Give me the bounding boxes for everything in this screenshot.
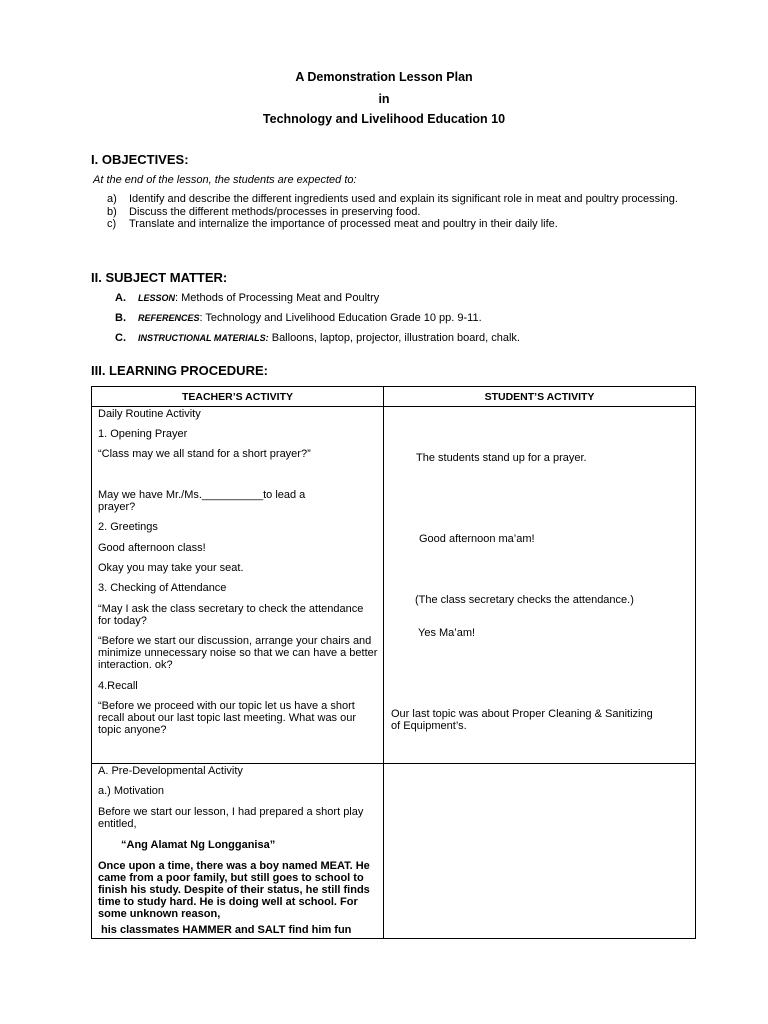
item-marker: A. — [115, 292, 126, 304]
objective-text: Translate and internalize the importance of processed meat and poultry in their daily life. — [129, 218, 558, 230]
teacher-column-header: TEACHER’S ACTIVITY — [92, 387, 384, 407]
student-response: The students stand up for a prayer. — [416, 452, 587, 464]
student-column-header: STUDENT’S ACTIVITY — [384, 387, 696, 407]
title-connector: in — [378, 92, 390, 106]
objective-item — [107, 219, 679, 231]
subject-lesson — [115, 292, 379, 304]
objective-marker: a) — [107, 193, 117, 205]
teacher-line: “Class may we all stand for a short prayer?” — [98, 448, 311, 460]
step-greetings: 2. Greetings — [98, 521, 158, 533]
teacher-cell — [92, 764, 384, 939]
student-response: (The class secretary checks the attendance.) — [415, 594, 634, 606]
objective-item — [107, 194, 679, 206]
objectives-list — [107, 194, 679, 232]
subject-materials — [115, 332, 520, 344]
teacher-line: “May I ask the class secretary to check the attendance for today? — [98, 603, 364, 627]
teacher-cell — [92, 407, 384, 764]
item-key: INSTRUCTIONAL MATERIALS: — [138, 333, 269, 343]
story-paragraph: his classmates HAMMER and SALT find him fun — [101, 924, 352, 936]
item-marker: B. — [115, 312, 126, 324]
step-attendance: 3. Checking of Attendance — [98, 582, 227, 594]
student-response: Yes Ma’am! — [418, 627, 476, 639]
subject-references — [115, 312, 482, 324]
student-response: Our last topic was about Proper Cleaning & Sanitizing of Equipment’s. — [391, 708, 653, 732]
student-cell — [384, 764, 696, 939]
teacher-line: Good afternoon class! — [98, 542, 206, 554]
teacher-line: Okay you may take your seat. — [98, 562, 244, 574]
objectives-heading: I. OBJECTIVES: — [91, 152, 189, 167]
teacher-line: “Before we start our discussion, arrange your chairs and minimize unnecessary noise so that we can have a better interaction. ok? — [98, 635, 378, 671]
activity-heading: A. Pre-Developmental Activity — [98, 765, 243, 777]
procedure-heading: III. LEARNING PROCEDURE: — [91, 363, 268, 378]
item-key: REFERENCES — [138, 313, 200, 323]
item-value: Balloons, laptop, projector, illustration board, chalk. — [268, 332, 520, 344]
objective-item — [107, 207, 679, 219]
objective-marker: c) — [107, 218, 117, 230]
objectives-intro: At the end of the lesson, the students are expected to: — [93, 174, 357, 186]
teacher-line: “Before we proceed with our topic let us have a short recall about our last topic last meeting. What was our topic anyone? — [98, 700, 357, 736]
teacher-line: Before we start our lesson, I had prepared a short play entitled, — [98, 806, 364, 830]
item-marker: C. — [115, 332, 126, 344]
procedure-table — [91, 386, 696, 939]
objective-marker: b) — [107, 205, 117, 218]
objective-text: Discuss the different methods/processes in preserving food. — [129, 205, 421, 218]
step-opening-prayer: 1. Opening Prayer — [98, 428, 188, 440]
student-response: Good afternoon ma’am! — [419, 533, 535, 545]
item-value: : Methods of Processing Meat and Poultry — [175, 292, 380, 304]
teacher-line: May we have Mr./Ms.__________to lead a prayer? — [98, 489, 306, 513]
subject-title: Technology and Livelihood Education 10 — [262, 112, 506, 126]
lesson-plan-title: A Demonstration Lesson Plan — [295, 70, 473, 84]
objective-text: Identify and describe the different ingredients used and explain its significant role in meat and poultry processing. — [129, 193, 678, 205]
table-row — [92, 407, 696, 764]
item-value: : Technology and Livelihood Education Grade 10 pp. 9-11. — [199, 312, 482, 324]
story-paragraph: Once upon a time, there was a boy named MEAT. He came from a poor family, but still goes to school to finish his study. Despite of their status, he still finds time to study hard. He is doing well at school. For some unknown reason, — [98, 860, 370, 920]
student-cell — [384, 407, 696, 764]
table-header-row — [92, 387, 696, 407]
routine-heading: Daily Routine Activity — [98, 408, 201, 420]
table-row — [92, 764, 696, 939]
step-recall: 4.Recall — [98, 680, 138, 692]
subject-matter-heading: II. SUBJECT MATTER: — [91, 270, 228, 285]
step-motivation: a.) Motivation — [98, 785, 165, 797]
item-key: LESSON — [138, 293, 176, 303]
play-title: “Ang Alamat Ng Longganisa” — [121, 839, 276, 851]
